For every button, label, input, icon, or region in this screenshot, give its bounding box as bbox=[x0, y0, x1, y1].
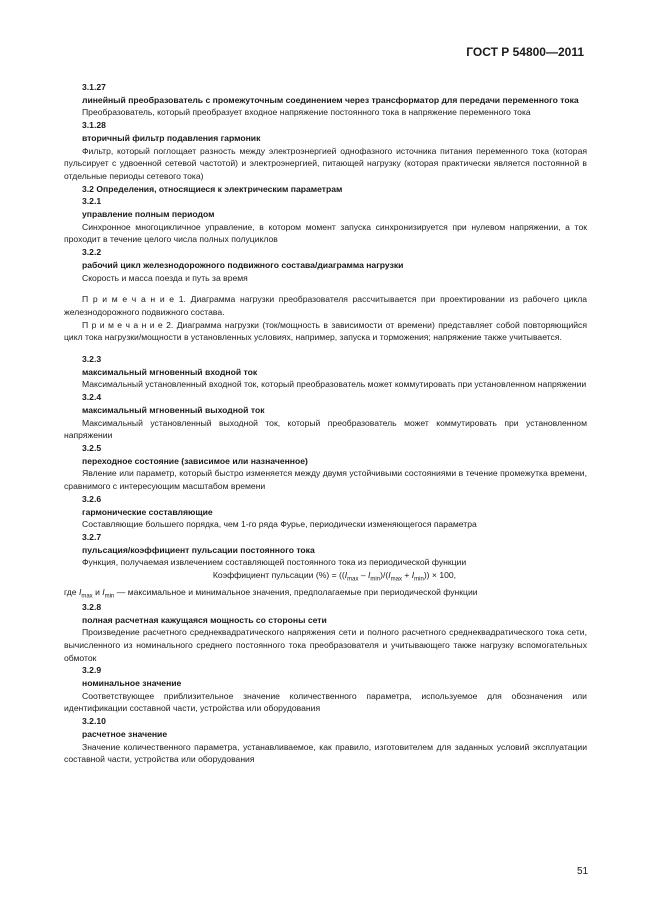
entry-number: 3.1.27 bbox=[82, 82, 106, 92]
formula-sub: max bbox=[81, 594, 93, 601]
formula-var: I bbox=[102, 587, 105, 598]
where-text: — максимальное и минимальное значения, предполагаемые при периодической функции bbox=[116, 587, 478, 598]
page-number: 51 bbox=[577, 866, 589, 877]
formula-var: I bbox=[344, 570, 348, 581]
entry-term: управление полным периодом bbox=[82, 209, 215, 220]
formula-sub: max bbox=[390, 576, 402, 583]
section-heading: 3.2 Определения, относящиеся к электрическим параметрам bbox=[82, 183, 343, 194]
entry-definition: Составляющие большего порядка, чем 1-го ряда Фурье, периодически изменяющегося параметра bbox=[82, 519, 477, 530]
entry-definition: Соответствующее приблизительное значение количественного параметра, используемое для обозначения или идентификации составной части, устройства или оборудования bbox=[64, 690, 587, 714]
formula-sub: min bbox=[414, 576, 424, 583]
formula-part: Коэффициент пульсации (%) = (( bbox=[212, 570, 345, 581]
entry-number: 3.2.6 bbox=[82, 493, 102, 504]
entry-definition: Максимальный установленный выходной ток, который преобразователь может коммутировать при установленном напряжении bbox=[64, 417, 587, 441]
entry-number: 3.2.10 bbox=[82, 716, 106, 727]
formula-var: I bbox=[368, 570, 371, 581]
entry-term: полная расчетная кажущаяся мощность со стороны сети bbox=[82, 614, 327, 625]
formula-part: )) × 100, bbox=[423, 570, 457, 581]
entry-number: 3.2.2 bbox=[82, 247, 102, 258]
formula-sub: min bbox=[104, 594, 115, 601]
entry-term: максимальный мгновенный входной ток bbox=[82, 366, 258, 377]
entry-term: гармонические составляющие bbox=[82, 506, 213, 517]
formula-var: I bbox=[78, 587, 82, 598]
entry-number: 3.1.28 bbox=[82, 120, 106, 131]
entry-term: линейный преобразователь с промежуточным соединением через трансформатор для передачи переменного тока bbox=[82, 94, 579, 105]
entry-number: 3.2.9 bbox=[82, 665, 102, 676]
entry-term: номинальное значение bbox=[82, 678, 182, 689]
formula-sub: max bbox=[347, 576, 359, 583]
note-1 bbox=[64, 293, 587, 318]
ripple-formula bbox=[82, 569, 587, 586]
entry-definition: Скорость и масса поезда и путь за время bbox=[82, 272, 248, 283]
entry-definition: Фильтр, который поглощает разность между электроэнергией однофазного источника питания переменного тока (которая пульсирует с удвоенной сетевой частотой) и электроэнергией, питающей нагрузку (которая практически является постоянной в отдельные периоды сетевого тока) bbox=[64, 145, 587, 181]
entry-definition: Произведение расчетного среднеквадратического напряжения сети и полного расчетного среднеквадратического тока сети, вычисленного из номинального среднего постоянного тока преобразователя и учитывающего также нагрузку вспомогательных обмоток bbox=[64, 627, 587, 663]
formula-sub: min bbox=[370, 576, 381, 583]
entry-number: 3.2.8 bbox=[82, 601, 102, 612]
formula-var: I bbox=[411, 570, 415, 581]
page-content bbox=[64, 81, 588, 766]
entry-definition: Значение количественного параметра, устанавливаемое, как правило, изготовителем для заданных условий эксплуатации составной части, устройства или оборудования bbox=[64, 741, 587, 765]
entry-definition: Функция, получаемая извлечением составляющей постоянного тока из периодической функции bbox=[82, 557, 467, 568]
entry-term: рабочий цикл железнодорожного подвижного состава/диаграмма нагрузки bbox=[82, 259, 404, 270]
entry-definition: Явление или параметр, который быстро изменяется между двумя устойчивыми состояниями в течение промежутка времени, сравнимого с интересующим масштабом времени bbox=[64, 468, 587, 492]
entry-definition: Преобразователь, который преобразует входное напряжение постоянного тока в напряжение переменного тока bbox=[82, 107, 531, 118]
entry-number: 3.2.7 bbox=[82, 531, 102, 542]
entry-term: переходное состояние (зависимое или назначенное) bbox=[82, 455, 308, 466]
doc-code-header: ГОСТ Р 54800—2011 bbox=[466, 45, 584, 59]
note-label: П р и м е ч а н и е 1. bbox=[82, 294, 186, 305]
entry-term: пульсация/коэффициент пульсации постоянного тока bbox=[82, 544, 315, 555]
entry-term: вторичный фильтр подавления гармоник bbox=[82, 132, 261, 143]
note-label: П р и м е ч а н и е 2. bbox=[82, 319, 174, 330]
and-word: и bbox=[95, 587, 100, 598]
entry-term: максимальный мгновенный выходной ток bbox=[82, 404, 265, 415]
note-text: Диаграмма нагрузки (ток/мощность в зависимости от времени) представляет собой повторяющийся цикл тока нагрузки/мощности в установленных условиях, например, запуска и торможения; напряжение также учитывается. bbox=[64, 319, 587, 343]
note-2 bbox=[64, 319, 587, 344]
entry-number: 3.2.4 bbox=[82, 392, 102, 403]
entry-number: 3.2.5 bbox=[82, 442, 102, 453]
formula-part: )/( bbox=[380, 570, 389, 581]
formula-part: – bbox=[358, 570, 369, 581]
entry-number: 3.2.3 bbox=[82, 354, 102, 365]
formula-var: I bbox=[388, 570, 391, 581]
entry-number: 3.2.1 bbox=[82, 196, 102, 207]
formula-part: + bbox=[401, 570, 412, 581]
note-text: Диаграмма нагрузки преобразователя рассчитывается при проектировании из рабочего цикла железнодорожного подвижного состава. bbox=[64, 294, 588, 317]
entry-definition: Синхронное многоцикличное управление, в котором момент запуска синхронизируется при нулевом напряжении, а ток проходит в течение целого числа полных полуциклов bbox=[64, 221, 587, 245]
entry-definition: Максимальный установленный входной ток, который преобразователь может коммутировать при установленном напряжении bbox=[82, 379, 587, 390]
entry-term: расчетное значение bbox=[82, 728, 168, 739]
where-word: где bbox=[64, 587, 77, 598]
